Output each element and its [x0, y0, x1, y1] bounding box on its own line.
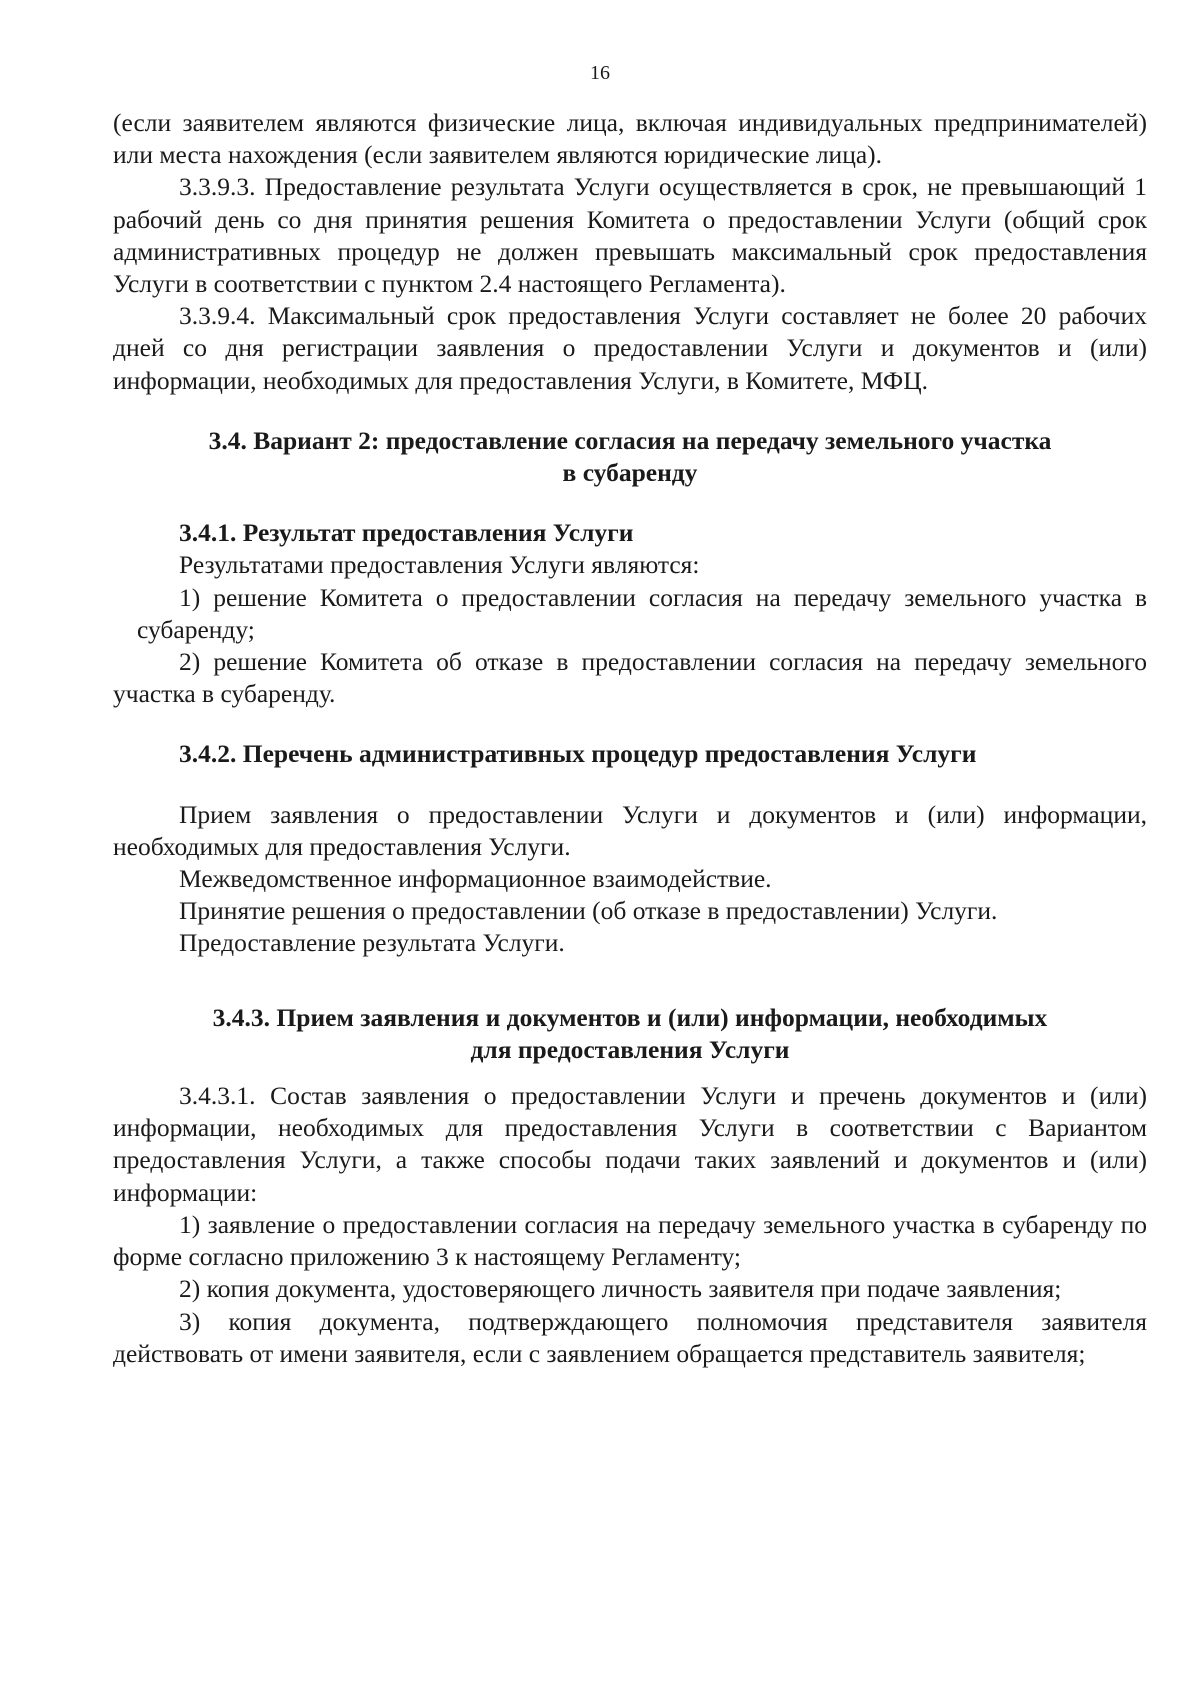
section-3-4-3-item-2: 2) копия документа, удостоверяющего личность заявителя при подаче заявления; — [179, 1274, 1062, 1304]
section-3-4-1-item-1: 1) решение Комитета о предоставлении согласия на передачу земельного участка в субаренду; — [137, 582, 1147, 644]
page-number: 16 — [590, 62, 610, 84]
section-3-4-3-item-1: 1) заявление о предоставлении согласия на передачу земельного участка в субаренду по форме согласно приложению 3 к настоящему Регламенту; — [113, 1209, 1147, 1272]
section-3-4-1-title: 3.4.1. Результат предоставления Услуги — [179, 518, 634, 548]
section-3-4-1-intro: Результатами предоставления Услуги являются: — [179, 550, 700, 580]
section-3-4-3-title-line1: 3.4.3. Прием заявления и документов и (или) информации, необходимых — [212, 1002, 1048, 1032]
section-3-4-3-title-line2: для предоставления Услуги — [470, 1034, 790, 1064]
procedure-item: Принятие решения о предоставлении (об отказе в предоставлении) Услуги. — [179, 896, 998, 926]
section-3-4-3-item-3: 3) копия документа, подтверждающего полномочия представителя заявителя действовать от имени заявителя, если с заявлением обращается представитель заявителя; — [113, 1306, 1147, 1368]
paragraph-3-3-9-4: 3.3.9.4. Максимальный срок предоставления Услуги составляет не более 20 рабочих дней со дня регистрации заявления о предоставлении Услуги и документов и (или) информации, необходимых для предоставления Услуги, в Комитете, МФЦ. — [113, 301, 1147, 395]
section-3-4-heading — [113, 425, 1147, 489]
section-3-4-title-line2: в субаренду — [562, 458, 698, 488]
paragraph-3-3-9-3: 3.3.9.3. Предоставление результата Услуги осуществляется в срок, не превышающий 1 рабочий день со дня принятия решения Комитета о предоставлении Услуги (общий срок административных процедур не должен превышать максимальный срок предоставления Услуги в соответствии с пунктом 2.4 настоящего Регламента). — [113, 172, 1147, 299]
procedure-item: Прием заявления о предоставлении Услуги и документов и (или) информации, необходимых для предоставления Услуги. — [113, 799, 1147, 861]
section-3-4-3-heading — [113, 1002, 1147, 1066]
section-3-4-1-item-2: 2) решение Комитета об отказе в предоставлении согласия на передачу земельного участка в субаренду. — [113, 647, 1147, 709]
section-3-4-title-line1: 3.4. Вариант 2: предоставление согласия на передачу земельного участка — [208, 425, 1052, 455]
paragraph-3-4-3-1: 3.4.3.1. Состав заявления о предоставлении Услуги и пречень документов и (или) информации, необходимых для предоставления Услуги в соответствии с Вариантом предоставления Услуги, а также способы подачи таких заявлений и документов и (или) информации: — [113, 1081, 1147, 1207]
document-body — [113, 107, 1147, 1370]
procedure-item: Предоставление результата Услуги. — [179, 928, 565, 958]
paragraph-continuation: (если заявителем являются физические лица, включая индивидуальных предпринимателей) или места нахождения (если заявителем являются юридические лица). — [113, 108, 1147, 170]
procedure-item: Межведомственное информационное взаимодействие. — [179, 864, 772, 894]
section-3-4-2-title: 3.4.2. Перечень административных процедур предоставления Услуги — [179, 739, 977, 769]
